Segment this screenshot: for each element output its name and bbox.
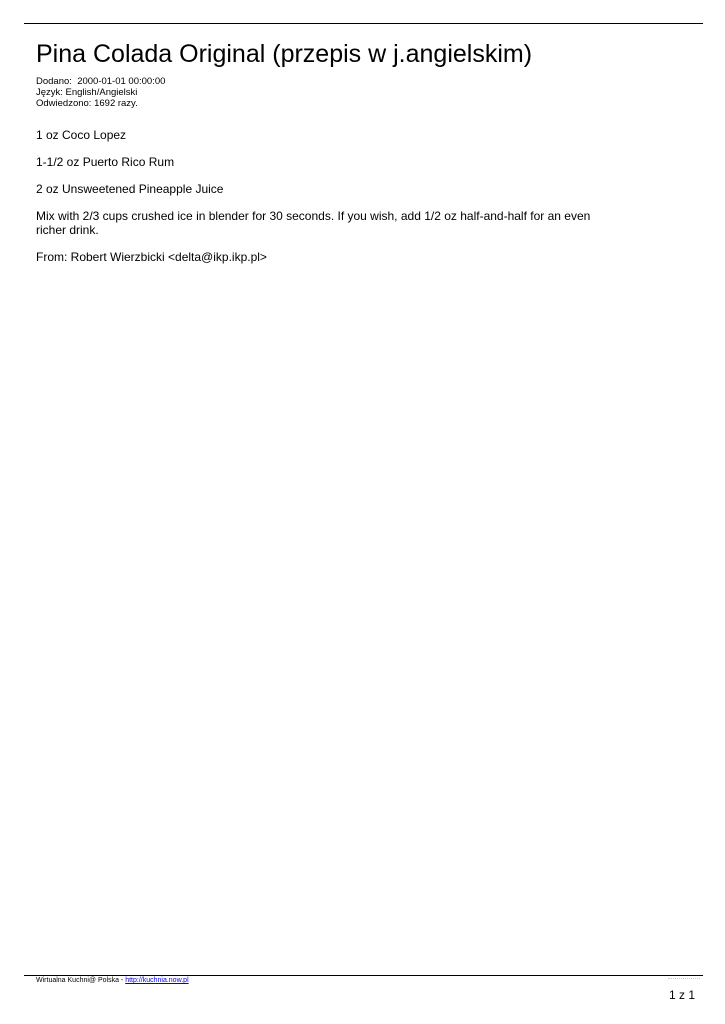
page-number: 1 z 1	[669, 988, 696, 1002]
instructions-text: Mix with 2/3 cups crushed ice in blender for 30 seconds. If you wish, add 1/2 oz half-and-half for an even richer drink.	[36, 209, 591, 237]
author-line: From: Robert Wierzbicki <delta@ikp.ikp.pl>	[36, 250, 267, 264]
footer-faint-mark	[668, 978, 700, 979]
top-rule	[24, 23, 703, 24]
recipe-content	[36, 128, 616, 277]
page-title: Pina Colada Original (przepis w j.angielskim)	[36, 40, 533, 68]
visit-count: Odwiedzono: 1692 razy.	[36, 98, 138, 109]
recipe-meta	[36, 76, 165, 109]
ingredient-line: 1 oz Coco Lopez	[36, 128, 127, 142]
ingredient-line: 2 oz Unsweetened Pineapple Juice	[36, 182, 224, 196]
ingredient-line: 1-1/2 oz Puerto Rico Rum	[36, 155, 175, 169]
language-label: Język: English/Angielski	[36, 87, 138, 98]
added-date: Dodano: 2000-01-01 00:00:00	[36, 76, 166, 87]
footer-site-link[interactable]: http://kuchnia.now.pl	[125, 977, 189, 984]
footer-site-name: Wirtualna Kuchni@ Polska -	[36, 977, 126, 984]
page-footer	[36, 976, 189, 985]
